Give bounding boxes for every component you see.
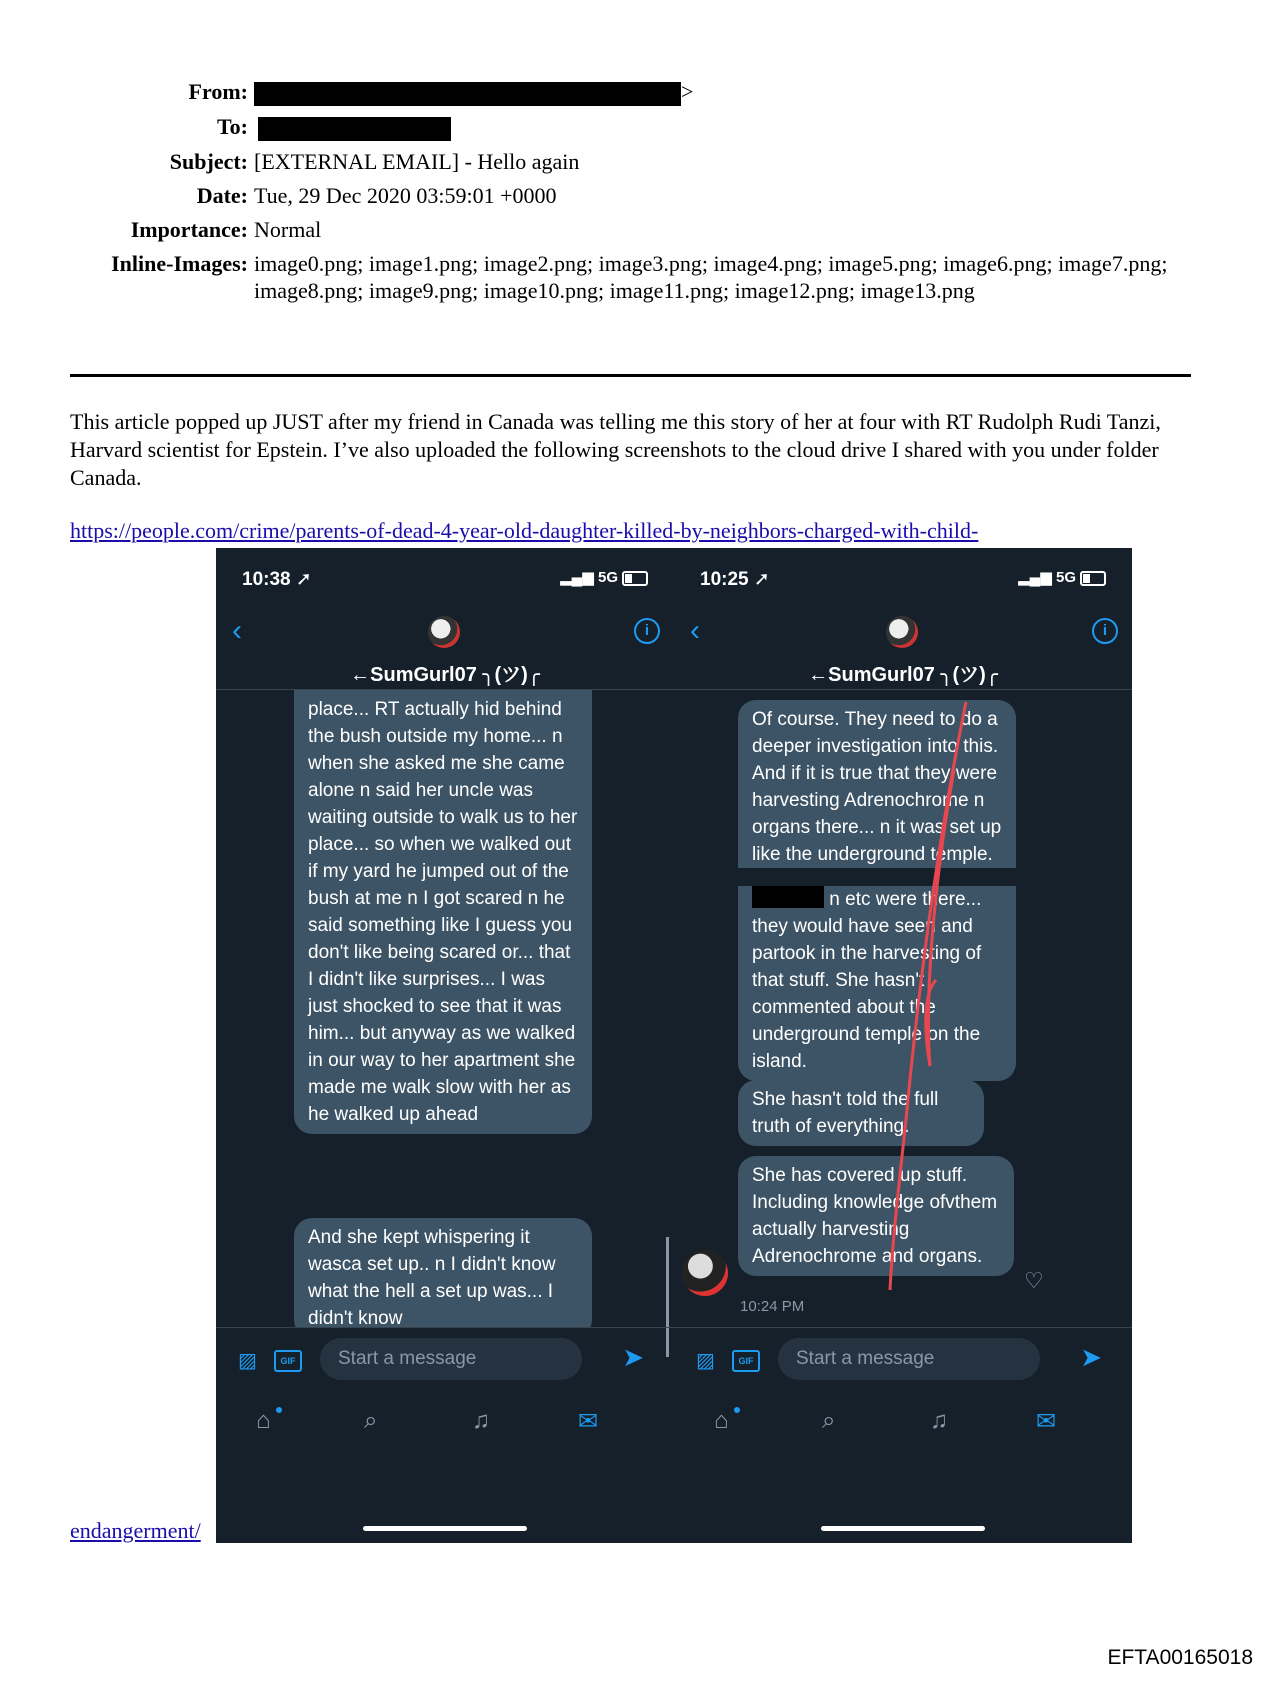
importance-row: [0, 216, 1275, 243]
info-icon[interactable]: i: [634, 618, 660, 644]
clock-text: 10:38: [242, 569, 291, 590]
to-row: [0, 113, 1275, 141]
to-value: [254, 113, 1174, 141]
composer: [674, 1327, 1132, 1390]
mail-icon[interactable]: ✉: [1036, 1408, 1057, 1435]
search-icon[interactable]: ⌕: [822, 1407, 836, 1434]
message-bubble[interactable]: And she kept whispering it wasca set up.. n I didn't know what the hell a set up was... I didn't know: [294, 1218, 592, 1327]
article-link-part1[interactable]: https://people.com/crime/parents-of-dead-4-year-old-daughter-killed-by-neighbors-charged-with-child-: [70, 518, 979, 543]
bell-icon[interactable]: ♫: [930, 1407, 948, 1434]
redaction-block: [752, 886, 824, 908]
header-divider: [70, 374, 1191, 377]
avatar[interactable]: [428, 616, 460, 648]
inline-images-value: image0.png; image1.png; image2.png; image3.png; image4.png; image5.png; image6.png; image7.png; image8.png; image9.png; image10.png; image11.png; image12.png; image13.png: [254, 250, 1168, 303]
message-bubble[interactable]: She has covered up stuff. Including knowledge ofvthem actually harvesting Adrenochrome and organs.: [738, 1156, 1014, 1276]
document-id: EFTA00165018: [1107, 1646, 1253, 1669]
subject-label: Subject:: [169, 148, 248, 174]
battery-icon: [1080, 571, 1106, 586]
search-icon[interactable]: ⌕: [364, 1407, 378, 1434]
from-row: [0, 78, 1275, 106]
mail-icon[interactable]: ✉: [578, 1408, 599, 1435]
info-icon[interactable]: i: [1092, 618, 1118, 644]
redaction-block: [258, 117, 451, 141]
from-suffix: >: [681, 79, 694, 104]
message-bubble[interactable]: [738, 886, 1016, 1081]
notification-dot: [276, 1407, 282, 1413]
back-chevron-icon[interactable]: ‹: [690, 614, 700, 647]
message-timestamp: 10:24 PM: [740, 1298, 805, 1315]
email-header: [0, 78, 1275, 311]
message-bubble[interactable]: place... RT actually hid behind the bush outside my home... n when she asked me she came alone n said her uncle was waiting outside to walk us to her place... so when we walked out if my yard he jumped out of the bush at me n I got scared n he said something like I guess you don't like being scared or... that I didn't like surprises... I was just shocked to see that it was him... but anyway as we walked in our way to her apartment she made me walk slow with her as he walked up ahead: [294, 690, 592, 1134]
bell-icon[interactable]: ♫: [472, 1407, 490, 1434]
home-indicator: [363, 1526, 527, 1531]
signal-indicator: ▂▄▆ 5G: [1018, 568, 1106, 586]
message-text: n etc were there... they would have seen and partook in the harvesting of that stuff. She hasn't commented about the underground temple on the island.: [752, 889, 982, 1072]
subject-value: [EXTERNAL EMAIL] - Hello again: [254, 148, 580, 174]
date-label: Date:: [196, 182, 248, 208]
home-icon[interactable]: ⌂: [714, 1407, 729, 1434]
gif-icon[interactable]: GIF: [732, 1350, 760, 1372]
chat-pane-right: [674, 548, 1132, 1543]
status-bar: [242, 568, 648, 592]
signal-indicator: ▂▄▆ 5G: [560, 568, 648, 586]
chat-screenshot: [216, 548, 1132, 1543]
status-bar: [700, 568, 1106, 592]
from-value: [254, 78, 1174, 106]
date-value: Tue, 29 Dec 2020 03:59:01 +0000: [254, 182, 557, 208]
composer: [216, 1327, 674, 1390]
notification-dot: [734, 1407, 740, 1413]
message-list[interactable]: [674, 690, 1132, 1327]
from-label: From:: [188, 79, 248, 104]
clock-text: 10:25: [700, 569, 749, 590]
body-paragraph: This article popped up JUST after my friend in Canada was telling me this story of her at four with RT Rudolph Rudi Tanzi, Harvard scientist for Epstein. I’ve also uploaded the following screenshots to the cloud drive I shared with you under folder Canada.: [70, 409, 1161, 490]
redaction-block: [254, 82, 681, 106]
message-bubble[interactable]: Of course. They need to do a deeper investigation into this. And if it is true that they were harvesting Adrenochrome n organs there... n it was set up like the underground temple.: [738, 700, 1016, 868]
status-time: 10:25 ➚: [700, 569, 770, 590]
avatar[interactable]: [886, 616, 918, 648]
subject-row: [0, 148, 1275, 175]
tab-bar: [216, 1389, 674, 1459]
message-bubble[interactable]: She hasn't told the full truth of everything.: [738, 1080, 984, 1146]
image-icon[interactable]: ▨: [696, 1350, 715, 1372]
contact-name[interactable]: ←SumGurl07 ╮(ツ)╭: [350, 664, 540, 686]
article-link-part2[interactable]: endangerment/: [70, 1518, 201, 1543]
inline-images-label: Inline-Images:: [111, 250, 248, 276]
send-icon[interactable]: ➤: [622, 1342, 644, 1372]
sender-avatar[interactable]: [682, 1250, 728, 1296]
chat-pane-left: [216, 548, 674, 1543]
send-icon[interactable]: ➤: [1080, 1342, 1102, 1372]
message-list[interactable]: [216, 690, 674, 1327]
gif-icon[interactable]: GIF: [274, 1350, 302, 1372]
tab-bar: [674, 1389, 1132, 1459]
heart-icon[interactable]: ♡: [1024, 1268, 1044, 1293]
to-label: To:: [217, 113, 248, 139]
image-icon[interactable]: ▨: [238, 1350, 257, 1372]
importance-label: Importance:: [130, 216, 248, 242]
battery-icon: [622, 571, 648, 586]
home-icon[interactable]: ⌂: [256, 1407, 271, 1434]
contact-name[interactable]: ←SumGurl07 ╮(ツ)╭: [808, 664, 998, 686]
back-chevron-icon[interactable]: ‹: [232, 614, 242, 647]
importance-value: Normal: [254, 216, 322, 242]
status-time: 10:38 ➚: [242, 569, 312, 590]
message-input[interactable]: Start a message: [320, 1338, 582, 1380]
home-indicator: [821, 1526, 985, 1531]
network-label: 5G: [597, 569, 618, 586]
message-input[interactable]: Start a message: [778, 1338, 1040, 1380]
date-row: [0, 182, 1275, 209]
inline-images-row: [0, 250, 1275, 304]
network-label: 5G: [1055, 569, 1076, 586]
